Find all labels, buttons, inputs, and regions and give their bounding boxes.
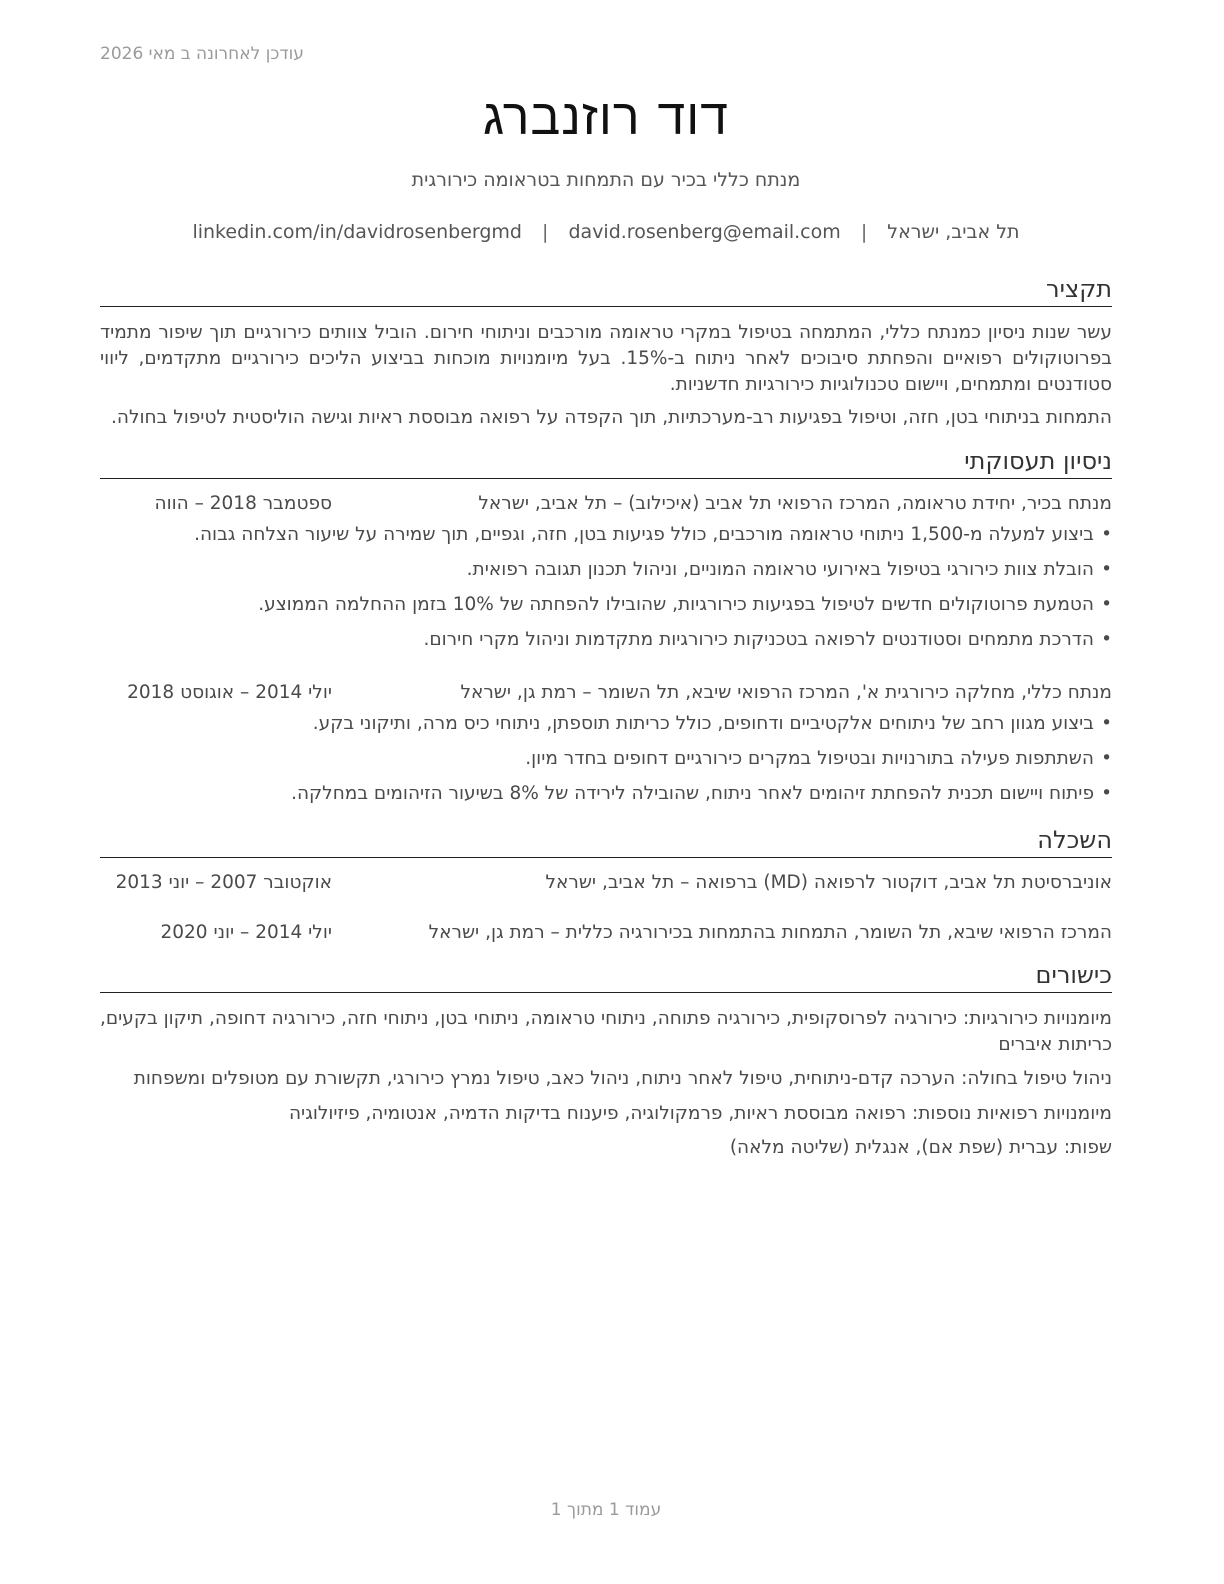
section-title-education: השכלה: [100, 825, 1112, 858]
job-bullet: • הובלת צוות כירורגי בטיפול באירועי טראומה המוניים, וניהול תכנון תגובה רפואית.: [467, 557, 1112, 583]
education-dates: אוקטובר 2007 – יוני 2013: [115, 872, 332, 893]
skill-line: מיומנויות רפואיות נוספות: רפואה מבוססת ראיות, פרמקולוגיה, פיענוח בדיקות הדמיה, אנטומיה, פיזיולוגיה: [288, 1103, 1112, 1124]
candidate-name: דוד רוזנברג: [483, 88, 729, 146]
section-title-summary: תקציר: [100, 274, 1112, 307]
section-title-skills: כישורים: [100, 960, 1112, 993]
skill-line: שפות: עברית (שפת אם), אנגלית (שליטה מלאה): [729, 1137, 1112, 1158]
job-bullet: • ביצוע מגוון רחב של ניתוחים אלקטיביים ודחופים, כולל כריתות תוספתן, ניתוחי כיס מרה, ותיקוני בקע.: [313, 711, 1112, 737]
summary-paragraph: התמחות בניתוחי בטן, חזה, וטיפול בפגיעות רב-מערכתיות, תוך הקפדה על רפואה מבוססת ראיות וגישה הוליסטית לטיפול בחולה.: [111, 407, 1112, 428]
job-dates: יולי 2014 – אוגוסט 2018: [127, 682, 332, 703]
contact-linkedin[interactable]: linkedin.com/in/davidrosenbergmd: [192, 221, 522, 243]
last-updated-note: עודכן לאחרונה ב מאי 2026: [100, 44, 304, 64]
job-title: מנתח בכיר, יחידת טראומה, המרכז הרפואי תל אביב (איכילוב) – תל אביב, ישראל: [478, 493, 1112, 514]
contact-separator: |: [860, 221, 868, 243]
job-dates: ספטמבר 2018 – הווה: [154, 493, 332, 514]
education-title: אוניברסיטת תל אביב, דוקטור לרפואה (MD) ברפואה – תל אביב, ישראל: [545, 872, 1112, 893]
contact-location: תל אביב, ישראל: [887, 221, 1020, 243]
candidate-headline: מנתח כללי בכיר עם התמחות בטראומה כירורגית: [411, 169, 801, 191]
contact-separator: |: [542, 221, 549, 243]
skill-line: מיומנויות כירורגיות: כירורגיה לפרוסקופית, כירורגיה פתוחה, ניתוחי טראומה, ניתוחי בטן, ניתוחי חזה, כירורגיה דחופה, תיקון בקעים, כריתות איברים: [100, 1008, 1112, 1055]
job-bullet: • הדרכת מתמחים וסטודנטים לרפואה בטכניקות כירורגיות מתקדמות וניהול מקרי חירום.: [423, 627, 1112, 653]
education-dates: יולי 2014 – יוני 2020: [160, 922, 332, 943]
job-title: מנתח כללי, מחלקה כירורגית א', המרכז הרפואי שיבא, תל השומר – רמת גן, ישראל: [460, 682, 1112, 703]
resume-page: [100, 0, 1112, 1584]
contact-email[interactable]: david.rosenberg@email.com: [568, 221, 841, 243]
contact-line: [100, 221, 1112, 243]
page-footer: עמוד 1 מתוך 1: [550, 1500, 662, 1520]
job-bullet: • ביצוע למעלה מ-1,500 ניתוחי טראומה מורכבים, כולל פגיעות בטן, חזה, וגפיים, תוך שמירה על שיעור הצלחה גבוה.: [194, 522, 1112, 548]
job-bullet: • פיתוח ויישום תכנית להפחתת זיהומים לאחר ניתוח, שהובילה לירידה של 8% בשיעור הזיהומים במחלקה.: [291, 781, 1112, 807]
job-bullet: • הטמעת פרוטוקולים חדשים לטיפול בפגיעות כירורגיות, שהובילו להפחתה של 10% בזמן ההחלמה הממוצע.: [258, 592, 1112, 618]
job-bullet: • השתתפות פעילה בתורנויות ובטיפול במקרים כירורגיים דחופים בחדר מיון.: [525, 746, 1112, 772]
summary-paragraph: עשר שנות ניסיון כמנתח כללי, המתמחה בטיפול במקרי טראומה מורכבים וניתוחי חירום. הוביל צוותים כירורגיים תוך שיפור מתמיד בפרוטוקולים רפואיים והפחתת סיבוכים לאחר ניתוח ב-15%. בעל מיומנויות מוכחות בביצוע הליכים כירורגיים מתקדמים, ליווי סטודנטים ומתמחים, ויישום טכנולוגיות כירורגיות חדשניות.: [100, 322, 1112, 395]
education-title: המרכז הרפואי שיבא, תל השומר, התמחות בהתמחות בכירורגיה כללית – רמת גן, ישראל: [428, 922, 1112, 943]
section-title-experience: ניסיון תעסוקתי: [100, 446, 1112, 479]
skill-line: ניהול טיפול בחולה: הערכה קדם-ניתוחית, טיפול לאחר ניתוח, ניהול כאב, טיפול נמרץ כירורגי, תקשורת עם מטופלים ומשפחות: [133, 1068, 1112, 1089]
